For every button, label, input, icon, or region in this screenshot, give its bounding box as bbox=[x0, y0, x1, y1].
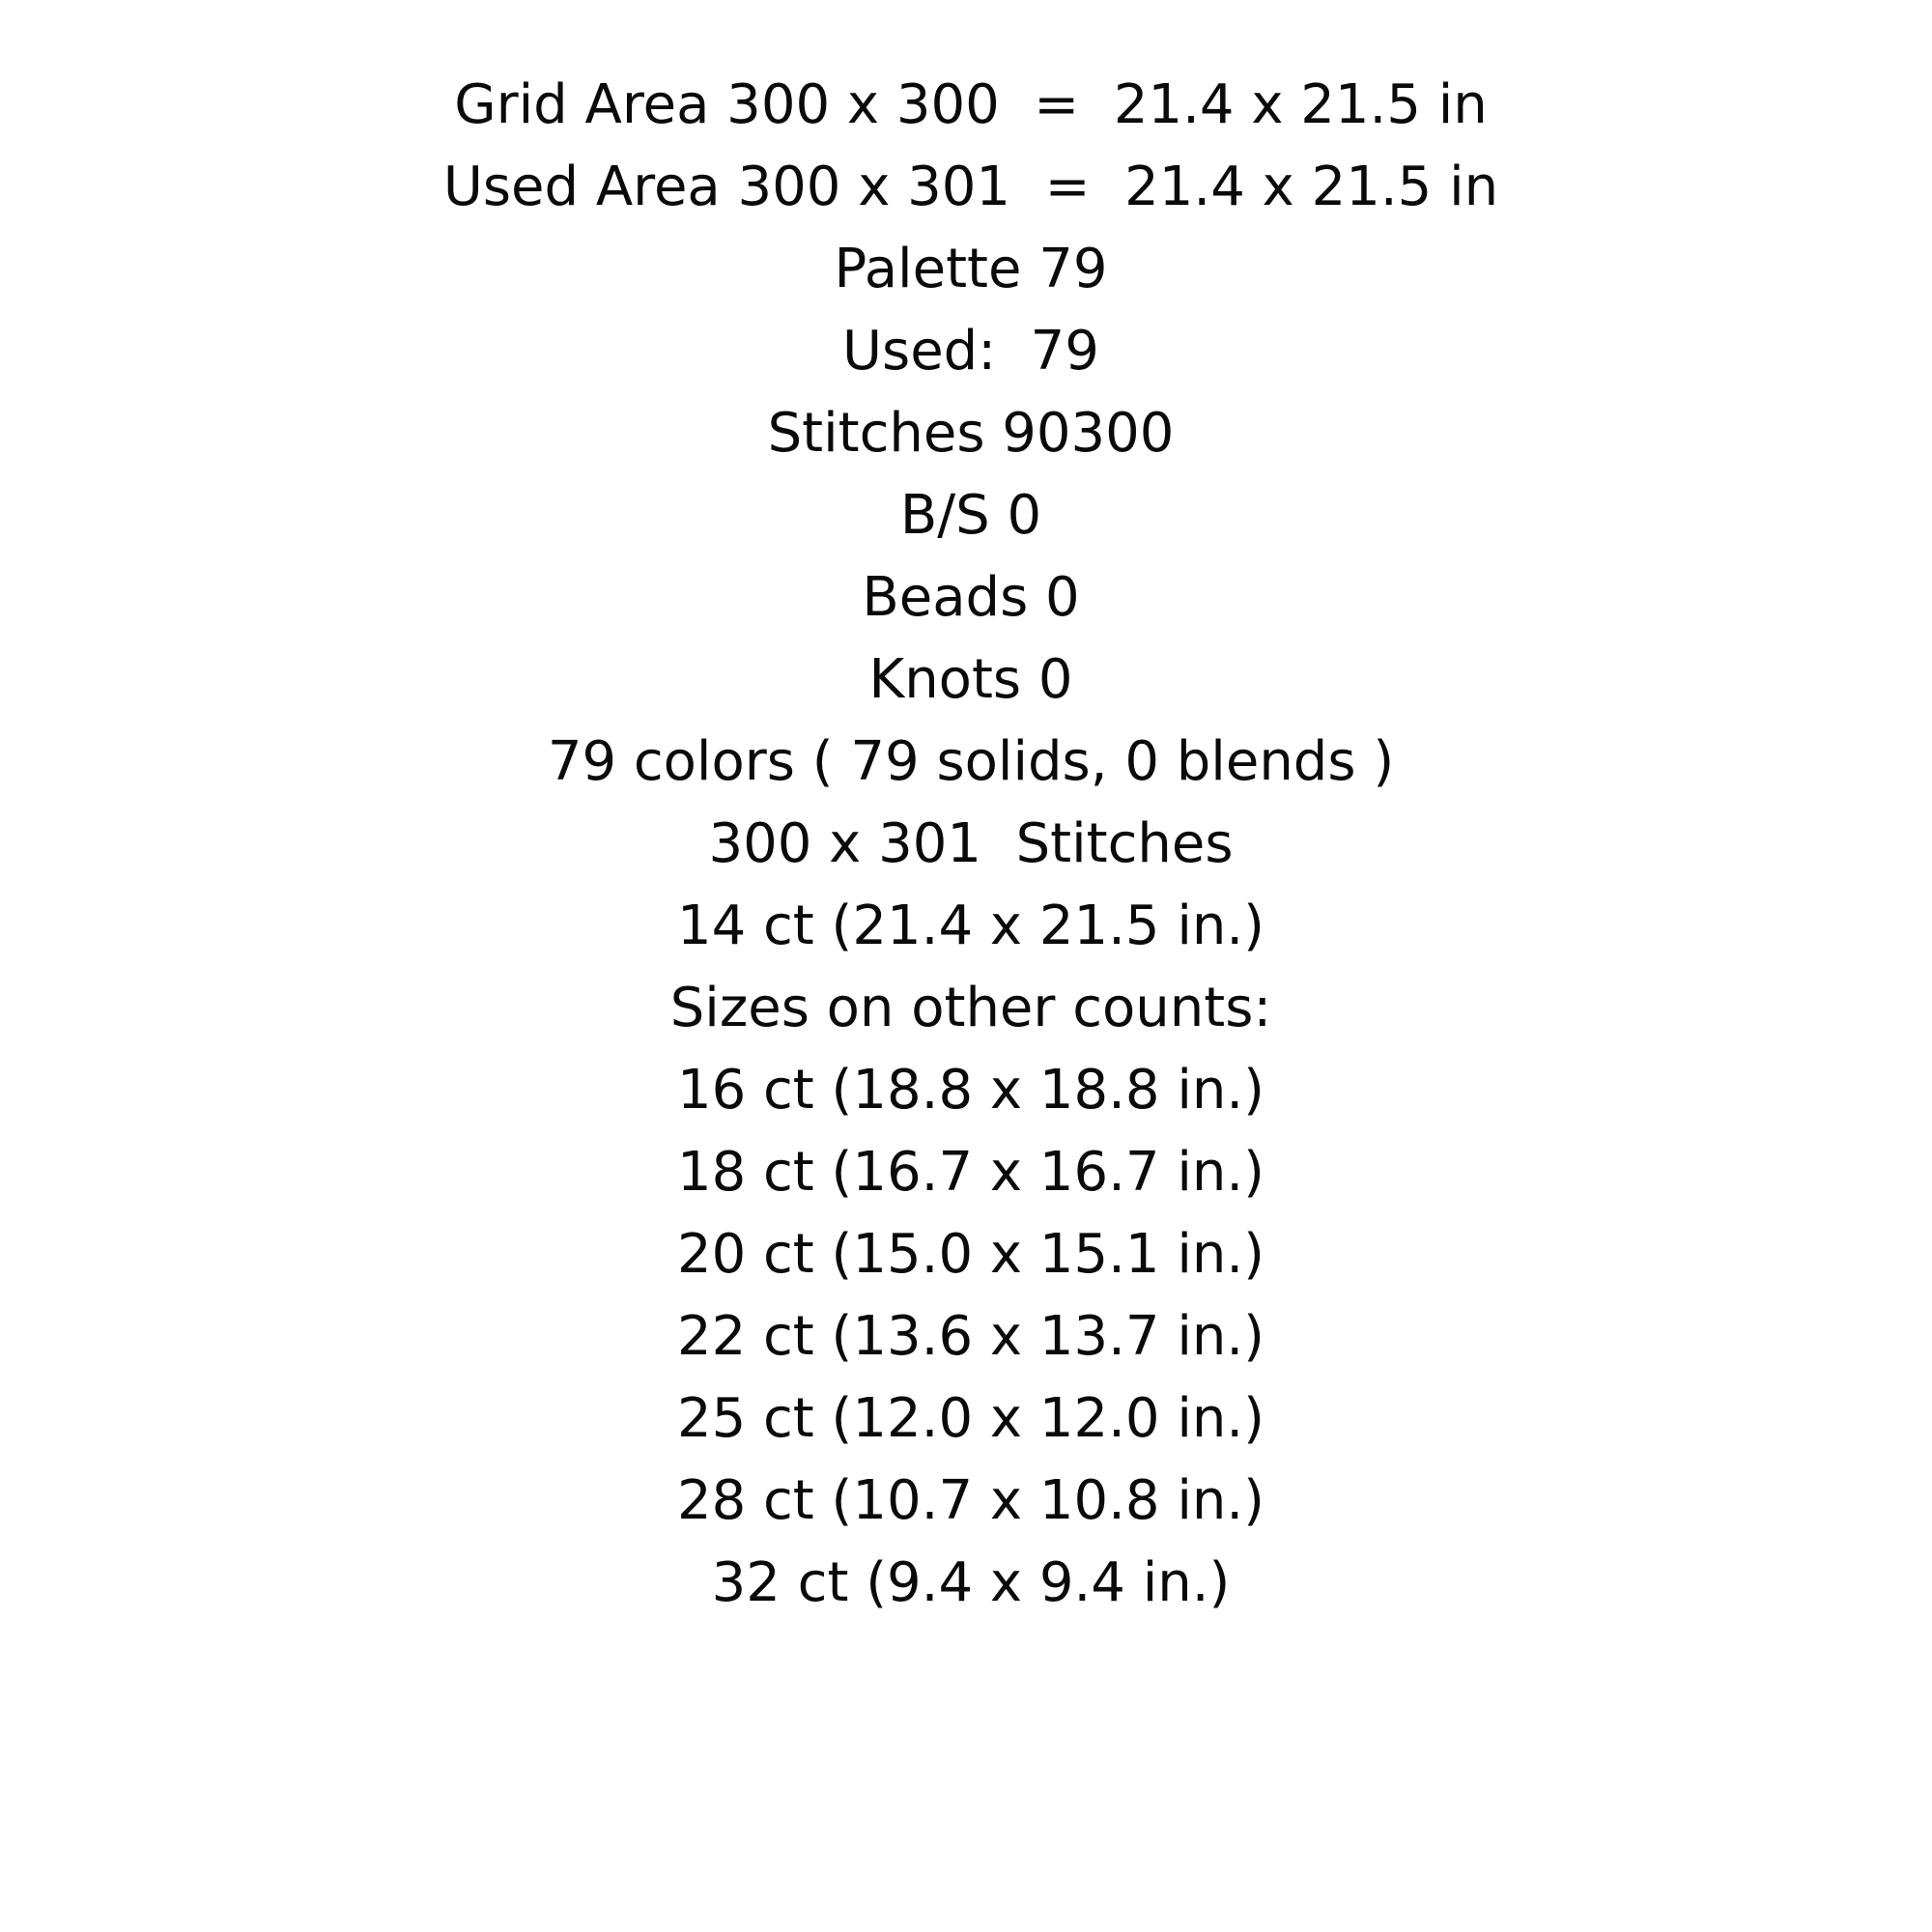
backstitch-line: B/S 0 bbox=[899, 484, 1042, 547]
pattern-info-sheet bbox=[0, 64, 1932, 1624]
size-25ct-line: 25 ct (12.0 x 12.0 in.) bbox=[676, 1387, 1265, 1450]
used-colors-line: Used: 79 bbox=[842, 320, 1099, 383]
size-22ct-line: 22 ct (13.6 x 13.7 in.) bbox=[676, 1305, 1265, 1368]
other-counts-heading: Sizes on other counts: bbox=[669, 977, 1272, 1039]
stitch-dimensions-line: 300 x 301 Stitches bbox=[708, 812, 1234, 875]
palette-line: Palette 79 bbox=[834, 238, 1108, 300]
stitches-line: Stitches 90300 bbox=[767, 402, 1175, 465]
size-16ct-line: 16 ct (18.8 x 18.8 in.) bbox=[676, 1059, 1265, 1122]
size-32ct-line: 32 ct (9.4 x 9.4 in.) bbox=[711, 1551, 1231, 1614]
used-area-line: Used Area 300 x 301 = 21.4 x 21.5 in bbox=[442, 156, 1499, 218]
knots-line: Knots 0 bbox=[868, 648, 1073, 711]
beads-line: Beads 0 bbox=[862, 566, 1080, 629]
size-18ct-line: 18 ct (16.7 x 16.7 in.) bbox=[676, 1141, 1265, 1204]
size-20ct-line: 20 ct (15.0 x 15.1 in.) bbox=[676, 1223, 1265, 1286]
grid-area-line: Grid Area 300 x 300 = 21.4 x 21.5 in bbox=[454, 73, 1488, 136]
size-28ct-line: 28 ct (10.7 x 10.8 in.) bbox=[676, 1469, 1265, 1532]
colors-summary-line: 79 colors ( 79 solids, 0 blends ) bbox=[547, 730, 1395, 793]
primary-size-line: 14 ct (21.4 x 21.5 in.) bbox=[676, 895, 1265, 957]
